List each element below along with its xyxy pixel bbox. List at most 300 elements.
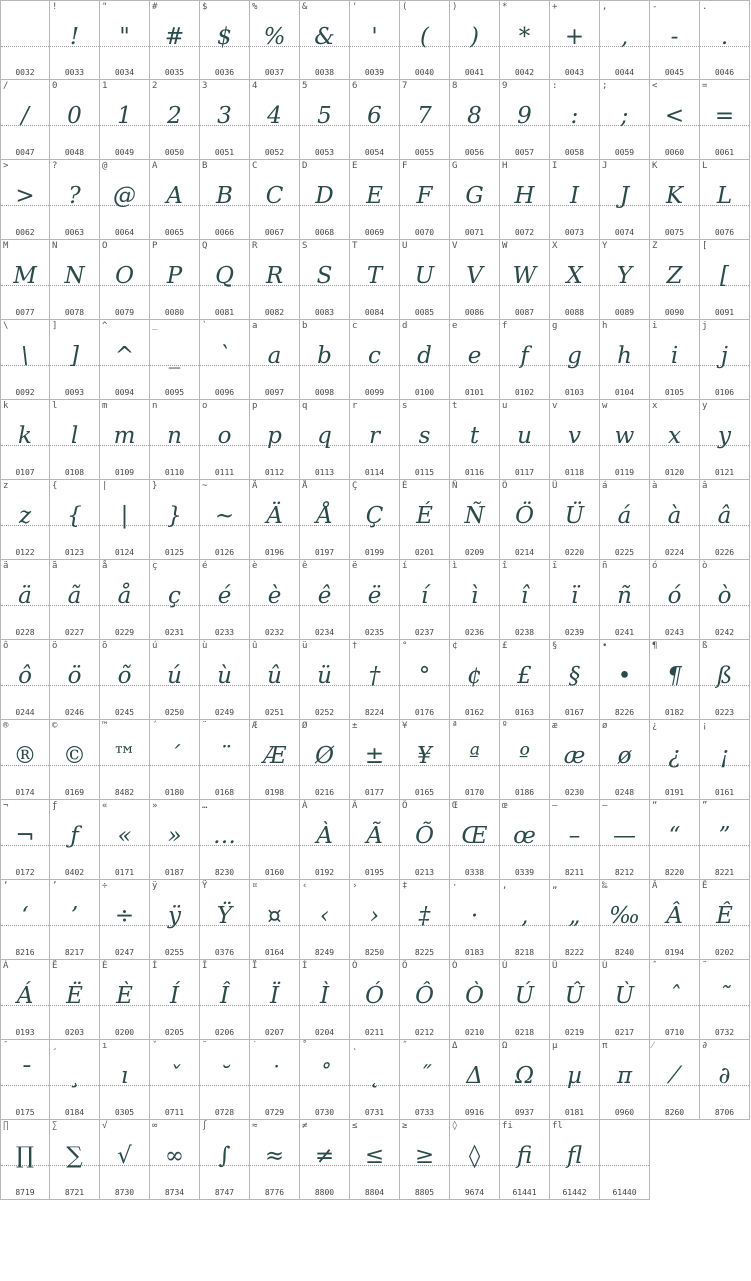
glyph-sample: ¤ bbox=[267, 903, 282, 929]
char-label: ˛ bbox=[352, 1041, 358, 1051]
glyph-sample: " bbox=[119, 24, 130, 50]
glyph-cell bbox=[150, 800, 200, 880]
glyph-sample: s bbox=[418, 423, 431, 449]
char-code: 0197 bbox=[314, 548, 335, 557]
char-label: 0 bbox=[52, 81, 58, 91]
char-label: { bbox=[52, 481, 58, 491]
glyph-sample: Û bbox=[564, 983, 585, 1009]
char-label: Œ bbox=[452, 801, 458, 811]
char-label: ◊ bbox=[452, 1121, 458, 1131]
char-code: 0109 bbox=[114, 468, 135, 477]
char-code: 0216 bbox=[314, 788, 335, 797]
glyph-sample: ! bbox=[69, 24, 80, 50]
glyph-cell bbox=[250, 400, 300, 480]
char-label: z bbox=[3, 481, 9, 491]
glyph-sample: ± bbox=[364, 743, 385, 769]
glyph-cell bbox=[550, 480, 600, 560]
glyph-sample: Í bbox=[169, 983, 180, 1009]
char-code: 0069 bbox=[364, 228, 385, 237]
glyph-cell bbox=[350, 80, 400, 160]
glyph-sample: µ bbox=[567, 1063, 582, 1089]
char-label: ( bbox=[402, 2, 408, 12]
char-code: 0238 bbox=[514, 628, 535, 637]
glyph-cell bbox=[450, 640, 500, 720]
char-label: P bbox=[152, 241, 158, 251]
glyph-cell bbox=[250, 80, 300, 160]
glyph-sample: G bbox=[465, 183, 484, 209]
glyph-sample: ≥ bbox=[414, 1143, 435, 1169]
char-code: 0053 bbox=[314, 148, 335, 157]
glyph-sample: Ç bbox=[365, 503, 384, 529]
char-code: 0056 bbox=[464, 148, 485, 157]
glyph-cell bbox=[250, 0, 300, 80]
glyph-sample: È bbox=[116, 983, 133, 1009]
char-code: 0104 bbox=[614, 388, 635, 397]
glyph-sample: Ï bbox=[269, 983, 280, 1009]
char-code: 0710 bbox=[664, 1028, 685, 1037]
glyph-sample: ˘ bbox=[218, 1063, 231, 1089]
glyph-sample: E bbox=[366, 183, 383, 209]
char-label: # bbox=[152, 2, 158, 12]
char-code: 0201 bbox=[414, 548, 435, 557]
glyph-cell bbox=[300, 480, 350, 560]
char-code: 0111 bbox=[214, 468, 235, 477]
char-label: Á bbox=[3, 961, 9, 971]
char-code: 0249 bbox=[214, 708, 235, 717]
glyph-cell bbox=[50, 1040, 100, 1120]
char-code: 0078 bbox=[64, 308, 85, 317]
glyph-cell bbox=[200, 320, 250, 400]
char-code: 0733 bbox=[414, 1108, 435, 1117]
glyph-sample: ? bbox=[68, 183, 81, 209]
char-code: 0191 bbox=[664, 788, 685, 797]
glyph-cell bbox=[700, 720, 750, 800]
char-code: 0163 bbox=[514, 708, 535, 717]
glyph-sample: ÿ bbox=[168, 903, 181, 929]
char-label: ˆ bbox=[652, 961, 658, 971]
glyph-cell bbox=[150, 320, 200, 400]
glyph-cell bbox=[650, 320, 700, 400]
glyph-sample: Ë bbox=[66, 983, 83, 1009]
glyph-sample: 9 bbox=[517, 103, 532, 129]
glyph-cell bbox=[600, 400, 650, 480]
char-code: 0200 bbox=[114, 1028, 135, 1037]
char-label: ö bbox=[52, 641, 58, 651]
glyph-sample: B bbox=[216, 183, 233, 209]
glyph-sample: < bbox=[664, 103, 685, 129]
baseline bbox=[600, 1165, 649, 1166]
char-label: v bbox=[552, 401, 558, 411]
glyph-sample: ß bbox=[716, 663, 733, 689]
char-label: 3 bbox=[202, 81, 208, 91]
glyph-sample: C bbox=[265, 183, 284, 209]
glyph-cell bbox=[250, 560, 300, 640]
glyph-sample: ë bbox=[367, 583, 382, 609]
char-code: 8805 bbox=[414, 1188, 435, 1197]
glyph-cell bbox=[250, 240, 300, 320]
glyph-sample: Ù bbox=[614, 983, 635, 1009]
glyph-sample: ´ bbox=[168, 743, 181, 769]
glyph-sample: j bbox=[720, 343, 729, 369]
glyph-sample: 8 bbox=[467, 103, 482, 129]
glyph-cell bbox=[550, 1120, 600, 1200]
char-label: 2 bbox=[152, 81, 158, 91]
glyph-cell bbox=[0, 400, 50, 480]
glyph-cell bbox=[650, 800, 700, 880]
char-label: m bbox=[102, 401, 108, 411]
char-label: ‹ bbox=[302, 881, 308, 891]
char-code: 0068 bbox=[314, 228, 335, 237]
glyph-sample: D bbox=[315, 183, 334, 209]
char-label: œ bbox=[502, 801, 508, 811]
glyph-cell bbox=[300, 560, 350, 640]
char-code: 0209 bbox=[464, 548, 485, 557]
char-label: ê bbox=[302, 561, 308, 571]
glyph-sample: õ bbox=[117, 663, 132, 689]
char-code: 0100 bbox=[414, 388, 435, 397]
char-label: = bbox=[702, 81, 708, 91]
char-label: π bbox=[602, 1041, 608, 1051]
glyph-sample: ¶ bbox=[667, 663, 682, 689]
glyph-sample: ” bbox=[718, 823, 731, 849]
char-code: 0728 bbox=[214, 1108, 235, 1117]
char-label: ˝ bbox=[402, 1041, 408, 1051]
char-label: Û bbox=[552, 961, 558, 971]
char-code: 0168 bbox=[214, 788, 235, 797]
glyph-sample: ê bbox=[317, 583, 332, 609]
glyph-sample: ì bbox=[470, 583, 479, 609]
char-code: 0040 bbox=[414, 68, 435, 77]
glyph-sample: £ bbox=[517, 663, 532, 689]
char-label: M bbox=[3, 241, 9, 251]
char-code: 61440 bbox=[612, 1188, 637, 1197]
glyph-sample: ƒ bbox=[70, 823, 79, 849]
char-code: 0095 bbox=[164, 388, 185, 397]
char-label: Õ bbox=[402, 801, 408, 811]
glyph-sample: ∑ bbox=[66, 1143, 83, 1169]
glyph-sample: ã bbox=[67, 583, 82, 609]
glyph-cell bbox=[500, 560, 550, 640]
char-code: 0099 bbox=[364, 388, 385, 397]
glyph-sample: fi bbox=[516, 1143, 533, 1169]
glyph-cell bbox=[600, 160, 650, 240]
glyph-cell bbox=[700, 1040, 750, 1120]
glyph-sample: Ω bbox=[514, 1063, 535, 1089]
char-label: U bbox=[402, 241, 408, 251]
glyph-cell bbox=[300, 80, 350, 160]
glyph-sample: g bbox=[567, 343, 582, 369]
char-code: 8217 bbox=[64, 948, 85, 957]
glyph-cell bbox=[0, 1040, 50, 1120]
glyph-sample: û bbox=[267, 663, 282, 689]
glyph-cell bbox=[350, 960, 400, 1040]
char-label: ô bbox=[3, 641, 9, 651]
char-label: 8 bbox=[452, 81, 458, 91]
glyph-cell bbox=[0, 640, 50, 720]
char-label: ò bbox=[702, 561, 708, 571]
glyph-cell bbox=[500, 0, 550, 80]
char-code: 0246 bbox=[64, 708, 85, 717]
char-code: 8220 bbox=[664, 868, 685, 877]
char-code: 0960 bbox=[614, 1108, 635, 1117]
char-code: 0236 bbox=[464, 628, 485, 637]
char-label: Å bbox=[302, 481, 308, 491]
glyph-cell bbox=[600, 240, 650, 320]
glyph-cell bbox=[50, 480, 100, 560]
char-label: · bbox=[452, 881, 458, 891]
char-label: $ bbox=[202, 2, 208, 12]
glyph-cell bbox=[400, 240, 450, 320]
char-label: › bbox=[352, 881, 358, 891]
glyph-sample: ‰ bbox=[609, 903, 640, 929]
char-code: 0046 bbox=[714, 68, 735, 77]
char-label: Ó bbox=[352, 961, 358, 971]
glyph-sample: I bbox=[569, 183, 580, 209]
char-code: 0229 bbox=[114, 628, 135, 637]
glyph-sample: ç bbox=[168, 583, 181, 609]
char-label: º bbox=[502, 721, 508, 731]
char-code: 0251 bbox=[264, 708, 285, 717]
glyph-cell bbox=[100, 880, 150, 960]
glyph-cell bbox=[500, 320, 550, 400]
glyph-sample: Ì bbox=[319, 983, 330, 1009]
char-label: \ bbox=[3, 321, 9, 331]
char-label: Ÿ bbox=[202, 881, 208, 891]
char-label: G bbox=[452, 161, 458, 171]
char-label: ˜ bbox=[702, 961, 708, 971]
char-label: > bbox=[3, 161, 9, 171]
glyph-cell bbox=[100, 480, 150, 560]
char-label: d bbox=[402, 321, 408, 331]
glyph-cell bbox=[200, 80, 250, 160]
glyph-cell bbox=[150, 160, 200, 240]
char-code: 0181 bbox=[564, 1108, 585, 1117]
char-code: 0051 bbox=[214, 148, 235, 157]
char-code: 0169 bbox=[64, 788, 85, 797]
char-label: [ bbox=[702, 241, 708, 251]
glyph-sample: x bbox=[668, 423, 681, 449]
glyph-cell bbox=[350, 0, 400, 80]
glyph-sample: | bbox=[120, 503, 129, 529]
glyph-sample: a bbox=[267, 343, 282, 369]
glyph-cell bbox=[250, 960, 300, 1040]
glyph-cell bbox=[100, 320, 150, 400]
glyph-sample: ⁄ bbox=[672, 1063, 677, 1089]
glyph-sample: … bbox=[213, 823, 236, 849]
glyph-cell bbox=[350, 880, 400, 960]
char-code: 0937 bbox=[514, 1108, 535, 1117]
glyph-cell bbox=[700, 800, 750, 880]
glyph-cell bbox=[550, 640, 600, 720]
glyph-cell bbox=[650, 400, 700, 480]
glyph-cell bbox=[0, 0, 50, 80]
glyph-cell bbox=[550, 880, 600, 960]
char-label: ÷ bbox=[102, 881, 108, 891]
char-code: 8776 bbox=[264, 1188, 285, 1197]
glyph-cell bbox=[250, 720, 300, 800]
glyph-cell bbox=[400, 640, 450, 720]
glyph-sample: ` bbox=[218, 343, 231, 369]
glyph-cell bbox=[450, 480, 500, 560]
glyph-sample: É bbox=[416, 503, 433, 529]
char-code: 0243 bbox=[664, 628, 685, 637]
glyph-sample: ˆ bbox=[668, 983, 681, 1009]
glyph-sample: “ bbox=[668, 823, 681, 849]
glyph-cell bbox=[550, 400, 600, 480]
char-code: 0113 bbox=[314, 468, 335, 477]
glyph-sample: ¯ bbox=[19, 1063, 31, 1089]
char-label: u bbox=[502, 401, 508, 411]
glyph-sample: â bbox=[717, 503, 732, 529]
glyph-sample: } bbox=[167, 503, 182, 529]
char-label: Ê bbox=[702, 881, 708, 891]
glyph-sample: ∫ bbox=[218, 1143, 231, 1169]
char-label: ≈ bbox=[252, 1121, 258, 1131]
char-label: Y bbox=[602, 241, 608, 251]
glyph-cell bbox=[700, 160, 750, 240]
char-label: õ bbox=[102, 641, 108, 651]
char-code: 0103 bbox=[564, 388, 585, 397]
glyph-cell bbox=[0, 240, 50, 320]
glyph-cell bbox=[200, 160, 250, 240]
char-label: w bbox=[602, 401, 608, 411]
char-code: 0187 bbox=[164, 868, 185, 877]
char-code: 0057 bbox=[514, 148, 535, 157]
glyph-sample: [ bbox=[720, 263, 729, 289]
glyph-cell bbox=[450, 400, 500, 480]
char-label: ß bbox=[702, 641, 708, 651]
char-label: i bbox=[652, 321, 658, 331]
glyph-sample: n bbox=[167, 423, 182, 449]
char-code: 0916 bbox=[464, 1108, 485, 1117]
glyph-sample: / bbox=[21, 103, 29, 129]
glyph-sample: « bbox=[117, 823, 132, 849]
glyph-sample: ’ bbox=[70, 903, 79, 929]
char-label: ç bbox=[152, 561, 158, 571]
char-code: 0186 bbox=[514, 788, 535, 797]
char-label: ¸ bbox=[52, 1041, 58, 1051]
glyph-cell bbox=[400, 720, 450, 800]
char-label: | bbox=[102, 481, 108, 491]
glyph-cell bbox=[350, 720, 400, 800]
char-label: W bbox=[502, 241, 508, 251]
glyph-cell bbox=[300, 160, 350, 240]
glyph-sample: e bbox=[467, 343, 482, 369]
glyph-cell bbox=[200, 960, 250, 1040]
char-code: 0180 bbox=[164, 788, 185, 797]
char-code: 61442 bbox=[562, 1188, 587, 1197]
glyph-cell bbox=[300, 400, 350, 480]
glyph-sample: f bbox=[520, 343, 529, 369]
glyph-cell bbox=[600, 1120, 650, 1200]
char-code: 0088 bbox=[564, 308, 585, 317]
char-label: O bbox=[102, 241, 108, 251]
char-code: 0212 bbox=[414, 1028, 435, 1037]
glyph-cell bbox=[150, 1040, 200, 1120]
char-code: 0233 bbox=[214, 628, 235, 637]
glyph-sample: N bbox=[64, 263, 85, 289]
char-code: 0052 bbox=[264, 148, 285, 157]
glyph-sample: À bbox=[316, 823, 333, 849]
glyph-cell bbox=[550, 960, 600, 1040]
char-code: 0037 bbox=[264, 68, 285, 77]
char-label: V bbox=[452, 241, 458, 251]
char-code: 0110 bbox=[164, 468, 185, 477]
char-label: ¢ bbox=[452, 641, 458, 651]
glyph-sample: d bbox=[417, 343, 432, 369]
char-code: 0338 bbox=[464, 868, 485, 877]
char-label: Δ bbox=[452, 1041, 458, 1051]
glyph-sample: ® bbox=[13, 743, 37, 769]
char-label: ä bbox=[3, 561, 9, 571]
glyph-cell bbox=[450, 0, 500, 80]
char-label: Ò bbox=[452, 961, 458, 971]
char-label: ã bbox=[52, 561, 58, 571]
char-label: Ö bbox=[502, 481, 508, 491]
char-label: . bbox=[702, 2, 708, 12]
char-label: Ä bbox=[252, 481, 258, 491]
glyph-cell bbox=[50, 160, 100, 240]
char-label: ˇ bbox=[152, 1041, 158, 1051]
glyph-sample: – bbox=[568, 823, 581, 849]
char-label: µ bbox=[552, 1041, 558, 1051]
glyph-sample: Å bbox=[316, 503, 333, 529]
char-label: Ã bbox=[352, 801, 358, 811]
char-code: 0732 bbox=[714, 1028, 735, 1037]
glyph-cell bbox=[500, 400, 550, 480]
glyph-cell bbox=[250, 800, 300, 880]
glyph-cell bbox=[100, 400, 150, 480]
char-label: » bbox=[152, 801, 158, 811]
char-code: 0083 bbox=[314, 308, 335, 317]
char-code: 0108 bbox=[64, 468, 85, 477]
char-code: 0084 bbox=[364, 308, 385, 317]
char-code: 0228 bbox=[15, 628, 35, 637]
glyph-sample: , bbox=[620, 24, 629, 50]
char-label: y bbox=[702, 401, 708, 411]
char-label: + bbox=[552, 2, 558, 12]
char-code: 0059 bbox=[614, 148, 635, 157]
char-code: 0050 bbox=[164, 148, 185, 157]
glyph-cell bbox=[450, 320, 500, 400]
char-code: 8225 bbox=[414, 948, 435, 957]
char-code: 8747 bbox=[214, 1188, 235, 1197]
glyph-cell bbox=[450, 80, 500, 160]
char-code: 0039 bbox=[364, 68, 385, 77]
char-code: 8249 bbox=[314, 948, 335, 957]
glyph-sample: Œ bbox=[461, 823, 488, 849]
glyph-sample: 7 bbox=[417, 103, 432, 129]
char-code: 0244 bbox=[15, 708, 35, 717]
glyph-cell bbox=[200, 640, 250, 720]
char-label: É bbox=[402, 481, 408, 491]
glyph-cell bbox=[100, 960, 150, 1040]
char-code: 0213 bbox=[414, 868, 435, 877]
glyph-sample: ä bbox=[18, 583, 32, 609]
glyph-cell bbox=[50, 720, 100, 800]
glyph-sample: ‚ bbox=[520, 903, 529, 929]
glyph-sample: * bbox=[518, 24, 531, 50]
glyph-sample: { bbox=[67, 503, 82, 529]
char-code: 0730 bbox=[314, 1108, 335, 1117]
char-code: 0177 bbox=[364, 788, 385, 797]
glyph-sample: — bbox=[613, 823, 636, 849]
char-code: 0729 bbox=[264, 1108, 285, 1117]
glyph-cell bbox=[500, 800, 550, 880]
char-code: 0162 bbox=[464, 708, 485, 717]
char-code: 8221 bbox=[714, 868, 735, 877]
char-code: 0192 bbox=[314, 868, 335, 877]
